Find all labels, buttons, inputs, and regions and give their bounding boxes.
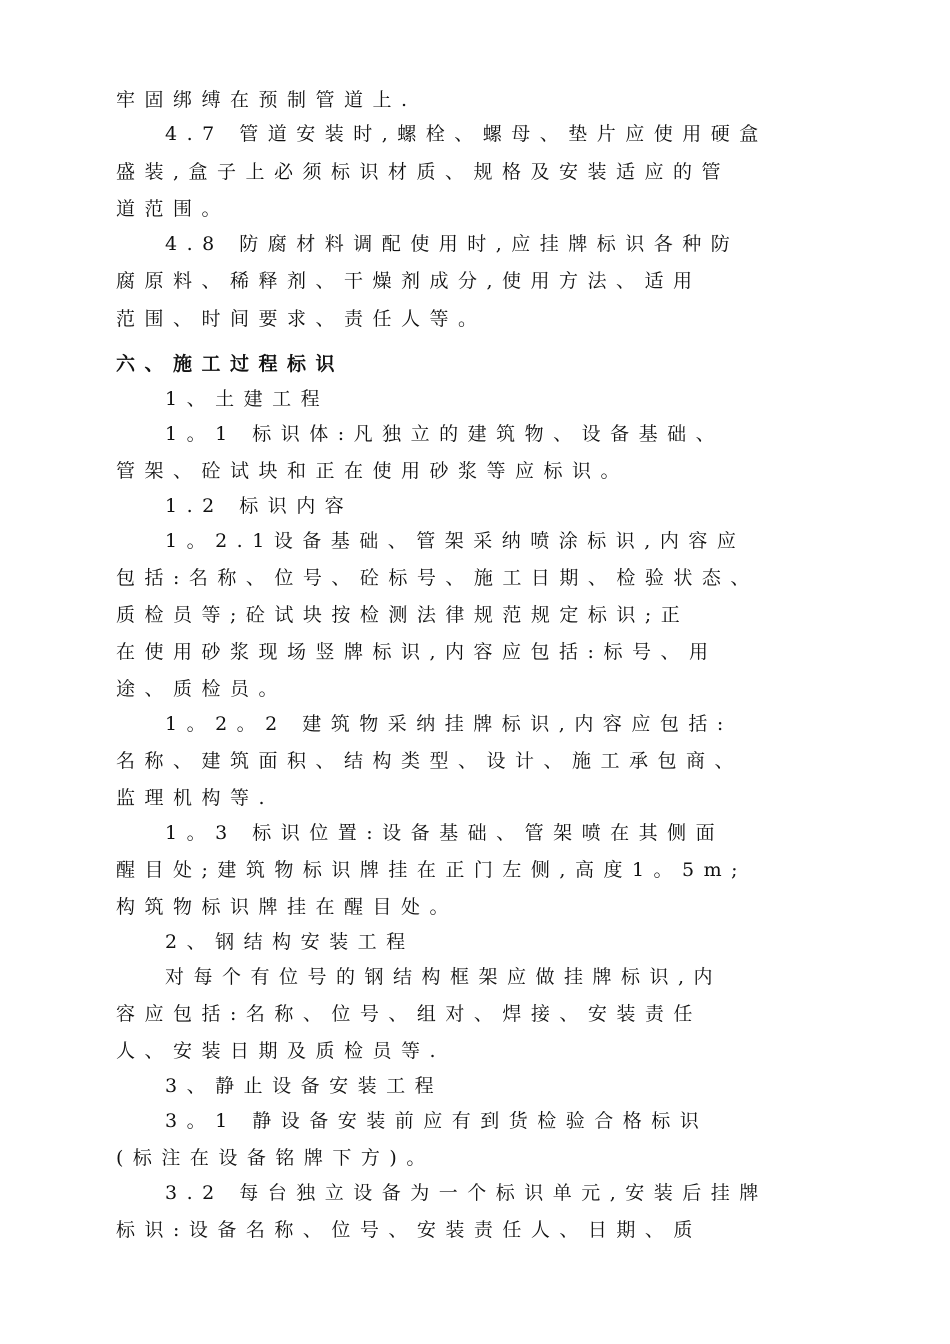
- body-text-line: 标识:设备名称、位号、安装责任人、日期、质: [116, 1219, 702, 1241]
- body-text-line: (标注在设备铭牌下方)。: [116, 1147, 435, 1169]
- section-heading: 六、施工过程标识: [116, 353, 345, 375]
- clause-1-2-2: 1。2。2 建筑物采纳挂牌标识,内容应包括:: [165, 713, 733, 735]
- body-text-line: 包括:名称、位号、砼标号、施工日期、检验状态、: [116, 567, 759, 589]
- body-text-line: 名称、建筑面积、结构类型、设计、施工承包商、: [116, 750, 744, 772]
- body-text-line: 对每个有位号的钢结构框架应做挂牌标识,内: [165, 966, 723, 988]
- clause-1-2-1: 1。2.1设备基础、管架采纳喷涂标识,内容应: [165, 530, 746, 552]
- body-text-line: 构筑物标识牌挂在醒目处。: [116, 896, 459, 918]
- clause-3-1: 3。1 静设备安装前应有到货检验合格标识: [165, 1110, 709, 1132]
- body-text-line: 道范围。: [116, 198, 231, 220]
- body-text-line: 容应包括:名称、位号、组对、焊接、安装责任: [116, 1003, 702, 1025]
- body-text-line: 途、质检员。: [116, 678, 288, 700]
- body-text-line: 盛装,盒子上必须标识材质、规格及安装适应的管: [116, 161, 731, 183]
- clause-1-2: 1.2 标识内容: [165, 495, 354, 517]
- subsection-heading: 3、静止设备安装工程: [165, 1075, 444, 1097]
- body-text-line: 腐原料、稀释剂、干燥剂成分,使用方法、适用: [116, 270, 702, 292]
- clause-1-3: 1。3 标识位置:设备基础、管架喷在其侧面: [165, 822, 725, 844]
- body-text-line: 牢固绑缚在预制管道上.: [116, 89, 417, 111]
- body-text-line: 范围、时间要求、责任人等。: [116, 308, 487, 330]
- clause-4-7: 4.7 管道安装时,螺栓、螺母、垫片应使用硬盒: [165, 123, 768, 145]
- body-text-line: 在使用砂浆现场竖牌标识,内容应包括:标号、用: [116, 641, 718, 663]
- subsection-heading: 1、土建工程: [165, 388, 330, 410]
- body-text-line: 醒目处;建筑物标识牌挂在正门左侧,高度1。5m;: [116, 859, 748, 881]
- clause-3-2: 3.2 每台独立设备为一个标识单元,安装后挂牌: [165, 1182, 768, 1204]
- subsection-heading: 2、钢结构安装工程: [165, 931, 415, 953]
- body-text-line: 管架、砼试块和正在使用砂浆等应标识。: [116, 460, 630, 482]
- clause-1-1: 1。1 标识体:凡独立的建筑物、设备基础、: [165, 423, 725, 445]
- body-text-line: 质检员等;砼试块按检测法律规范规定标识;正: [116, 604, 690, 626]
- clause-4-8: 4.8 防腐材料调配使用时,应挂牌标识各种防: [165, 233, 740, 255]
- body-text-line: 人、安装日期及质检员等.: [116, 1040, 446, 1062]
- body-text-line: 监理机构等.: [116, 787, 275, 809]
